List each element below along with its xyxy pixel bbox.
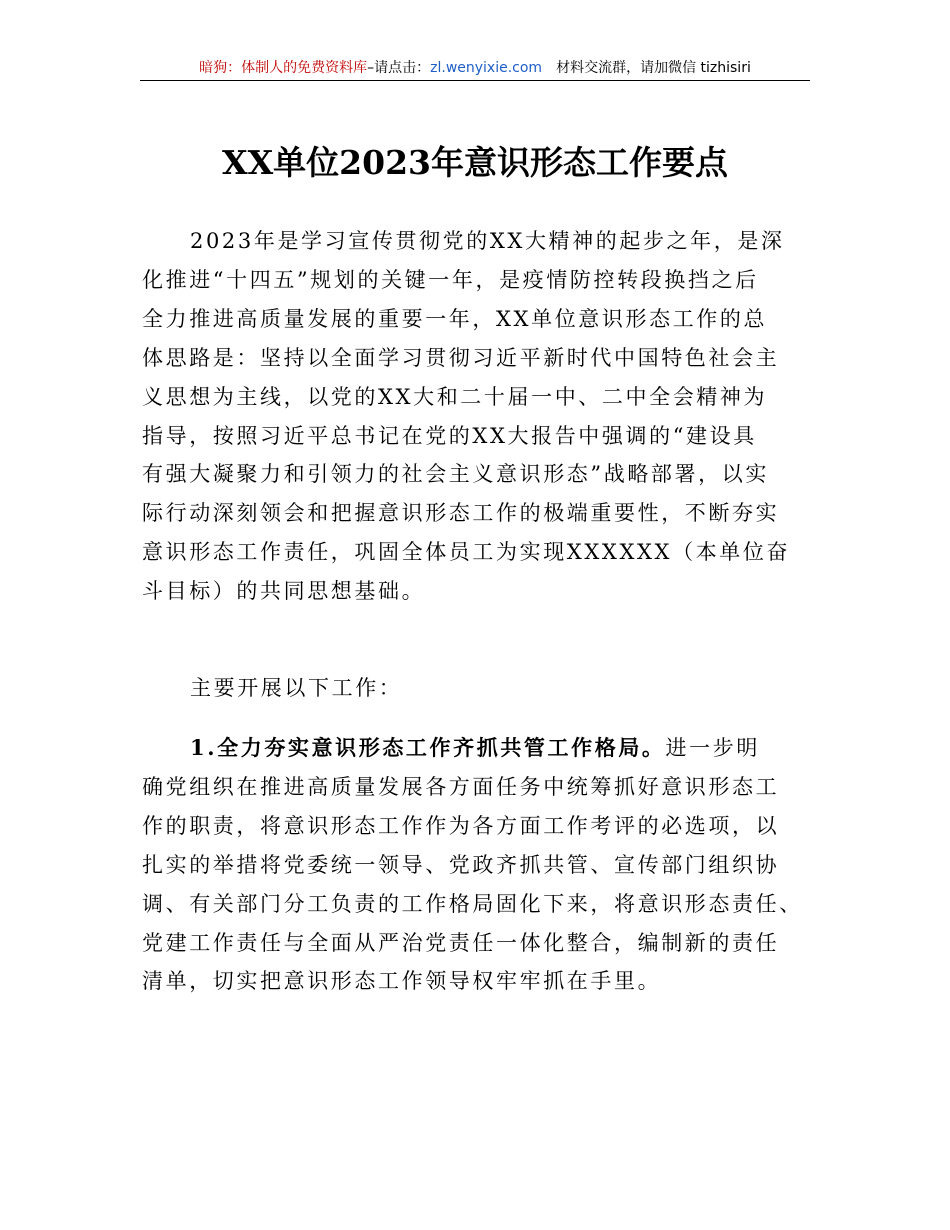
text-line: 党建工作责任与全面从严治党责任一体化整合，编制新的责任 <box>142 930 780 955</box>
document-title: XX单位2023年意识形态工作要点 <box>221 143 729 182</box>
text-line: 有强大凝聚力和引领力的社会主义意识形态”战略部署，以实 <box>142 462 769 487</box>
header-prompt: –请点击： <box>367 60 431 76</box>
paragraph-intro <box>142 222 822 611</box>
item-heading: 1.全力夯实意识形态工作齐抓共管工作格局。 <box>190 735 666 760</box>
header-contact: 材料交流群，请加微信 tizhisiri <box>556 60 751 76</box>
paragraph-tasks-intro <box>142 669 822 708</box>
page-header <box>140 58 810 81</box>
paragraph-item-1 <box>142 729 822 1001</box>
text-line: 指导，按照习近平总书记在党的XX大报告中强调的“建设具 <box>142 423 757 448</box>
text-line: 意识形态工作责任，巩固全体员工为实现XXXXXX（本单位奋 <box>142 540 791 565</box>
text-line: 主要开展以下工作： <box>190 676 403 700</box>
text-line: 确党组织在推进高质量发展各方面任务中统筹抓好意识形态工 <box>142 774 780 799</box>
text-line: 全力推进高质量发展的重要一年，XX单位意识形态工作的总 <box>142 306 768 331</box>
text-line: 斗目标）的共同思想基础。 <box>142 579 426 604</box>
text-line: 调、有关部门分工负责的工作格局固化下来，将意识形态责任、 <box>142 891 803 916</box>
header-link[interactable]: zl.wenyixie.com <box>430 60 543 76</box>
item-text-start: 进一步明 <box>665 736 760 760</box>
text-line <box>142 729 822 768</box>
text-line: 作的职责，将意识形态工作作为各方面工作考评的必选项，以 <box>142 813 780 838</box>
text-line: 清单，切实把意识形态工作领导权牢牢抓在手里。 <box>142 969 662 994</box>
text-line: 化推进“十四五”规划的关键一年，是疫情防控转段换挡之后 <box>142 267 759 292</box>
header-site-name: 暗狗：体制人的免费资料库 <box>199 60 368 76</box>
text-line: 体思路是：坚持以全面学习贯彻习近平新时代中国特色社会主 <box>142 345 780 370</box>
text-line: 2023年是学习宣传贯彻党的XX大精神的起步之年，是深 <box>190 229 785 253</box>
text-line: 际行动深刻领会和把握意识形态工作的极端重要性，不断夯实 <box>142 501 780 526</box>
text-line: 义思想为主线，以党的XX大和二十届一中、二中全会精神为 <box>142 384 768 409</box>
text-line: 扎实的举措将党委统一领导、党政齐抓共管、宣传部门组织协 <box>142 852 780 877</box>
